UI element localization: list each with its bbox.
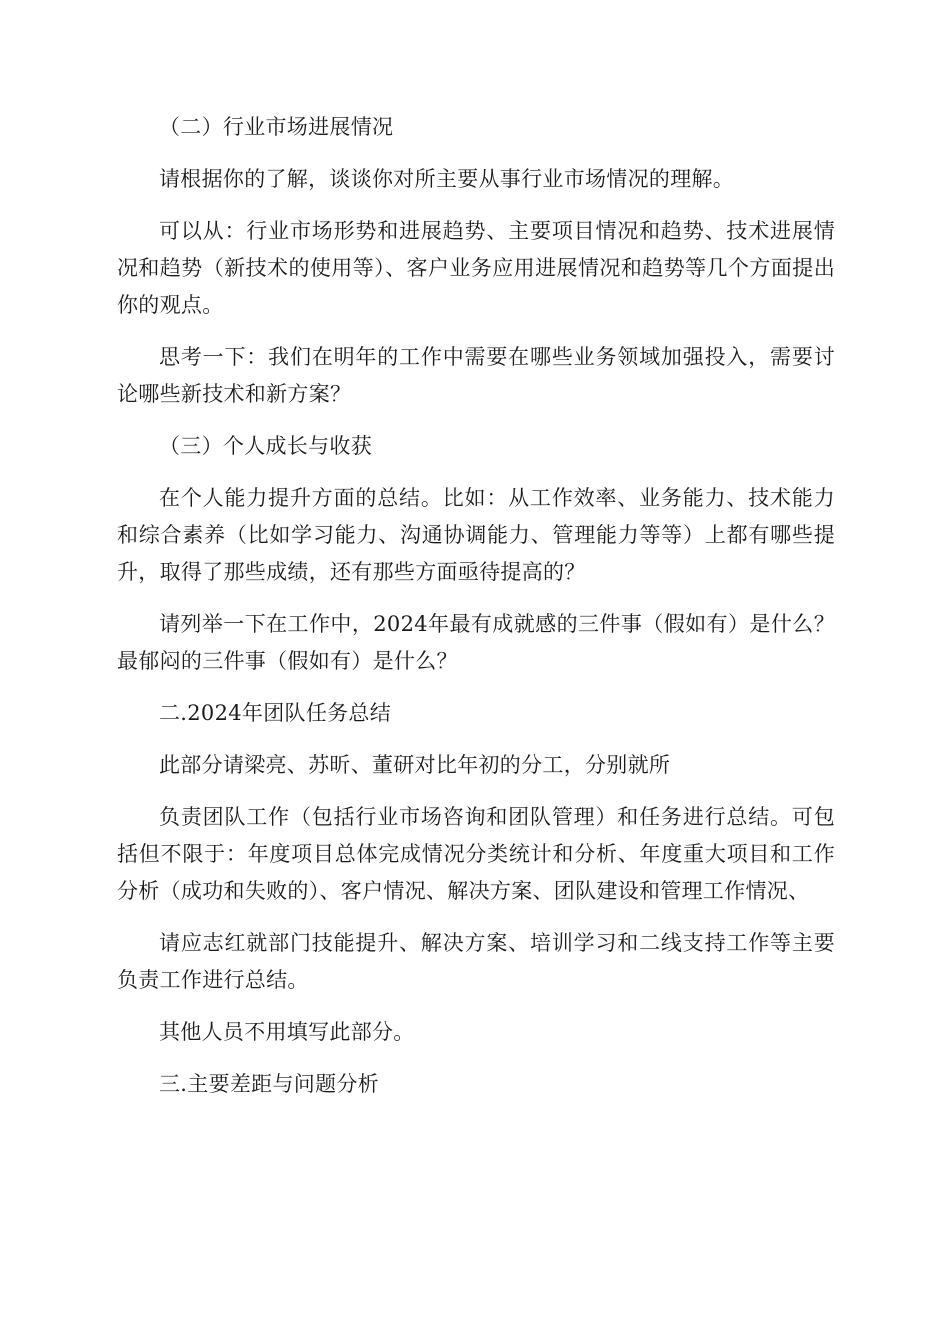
section-heading-personal-growth: （三）个人成长与收获 bbox=[159, 434, 372, 458]
paragraph-next-year-thinking: 思考一下：我们在明年的工作中需要在哪些业务领域加强投入，需要讨论哪些新技术和新方案？ bbox=[117, 345, 835, 406]
section-heading-gap-analysis: 三.主要差距与问题分析 bbox=[159, 1072, 379, 1096]
paragraph-team-leads: 此部分请梁亮、苏昕、董研对比年初的分工，分别就所 bbox=[159, 753, 671, 777]
paragraph-three-things: 请列举一下在工作中，2024年最有成就感的三件事（假如有）是什么？最郁闷的三件事（假如有）是什么？ bbox=[117, 612, 835, 673]
section-heading-industry-market: （二）行业市场进展情况 bbox=[159, 115, 394, 139]
paragraph-market-aspects: 可以从：行业市场形势和进展趋势、主要项目情况和趋势、技术进展情况和趋势（新技术的使用等）、客户业务应用进展情况和趋势等几个方面提出你的观点。 bbox=[117, 219, 835, 317]
paragraph-others-skip: 其他人员不用填写此部分。 bbox=[159, 1020, 415, 1044]
paragraph-department-skills: 请应志红就部门技能提升、解决方案、培训学习和二线支持工作等主要负责工作进行总结。 bbox=[117, 931, 835, 992]
section-heading-team-summary: 二.2024年团队任务总结 bbox=[159, 701, 392, 725]
paragraph-market-understanding: 请根据你的了解，谈谈你对所主要从事行业市场情况的理解。 bbox=[159, 167, 735, 191]
paragraph-ability-summary: 在个人能力提升方面的总结。比如：从工作效率、业务能力、技术能力和综合素养（比如学习能力、沟通协调能力、管理能力等等）上都有哪些提升，取得了那些成绩，还有那些方面亟待提高的？ bbox=[117, 486, 835, 584]
paragraph-team-work-scope: 负责团队工作（包括行业市场咨询和团队管理）和任务进行总结。可包括但不限于：年度项目总体完成情况分类统计和分析、年度重大项目和工作分析（成功和失败的）、客户情况、解决方案、团队建设和管理工作情况、 bbox=[117, 805, 835, 903]
document-body bbox=[117, 109, 835, 1118]
